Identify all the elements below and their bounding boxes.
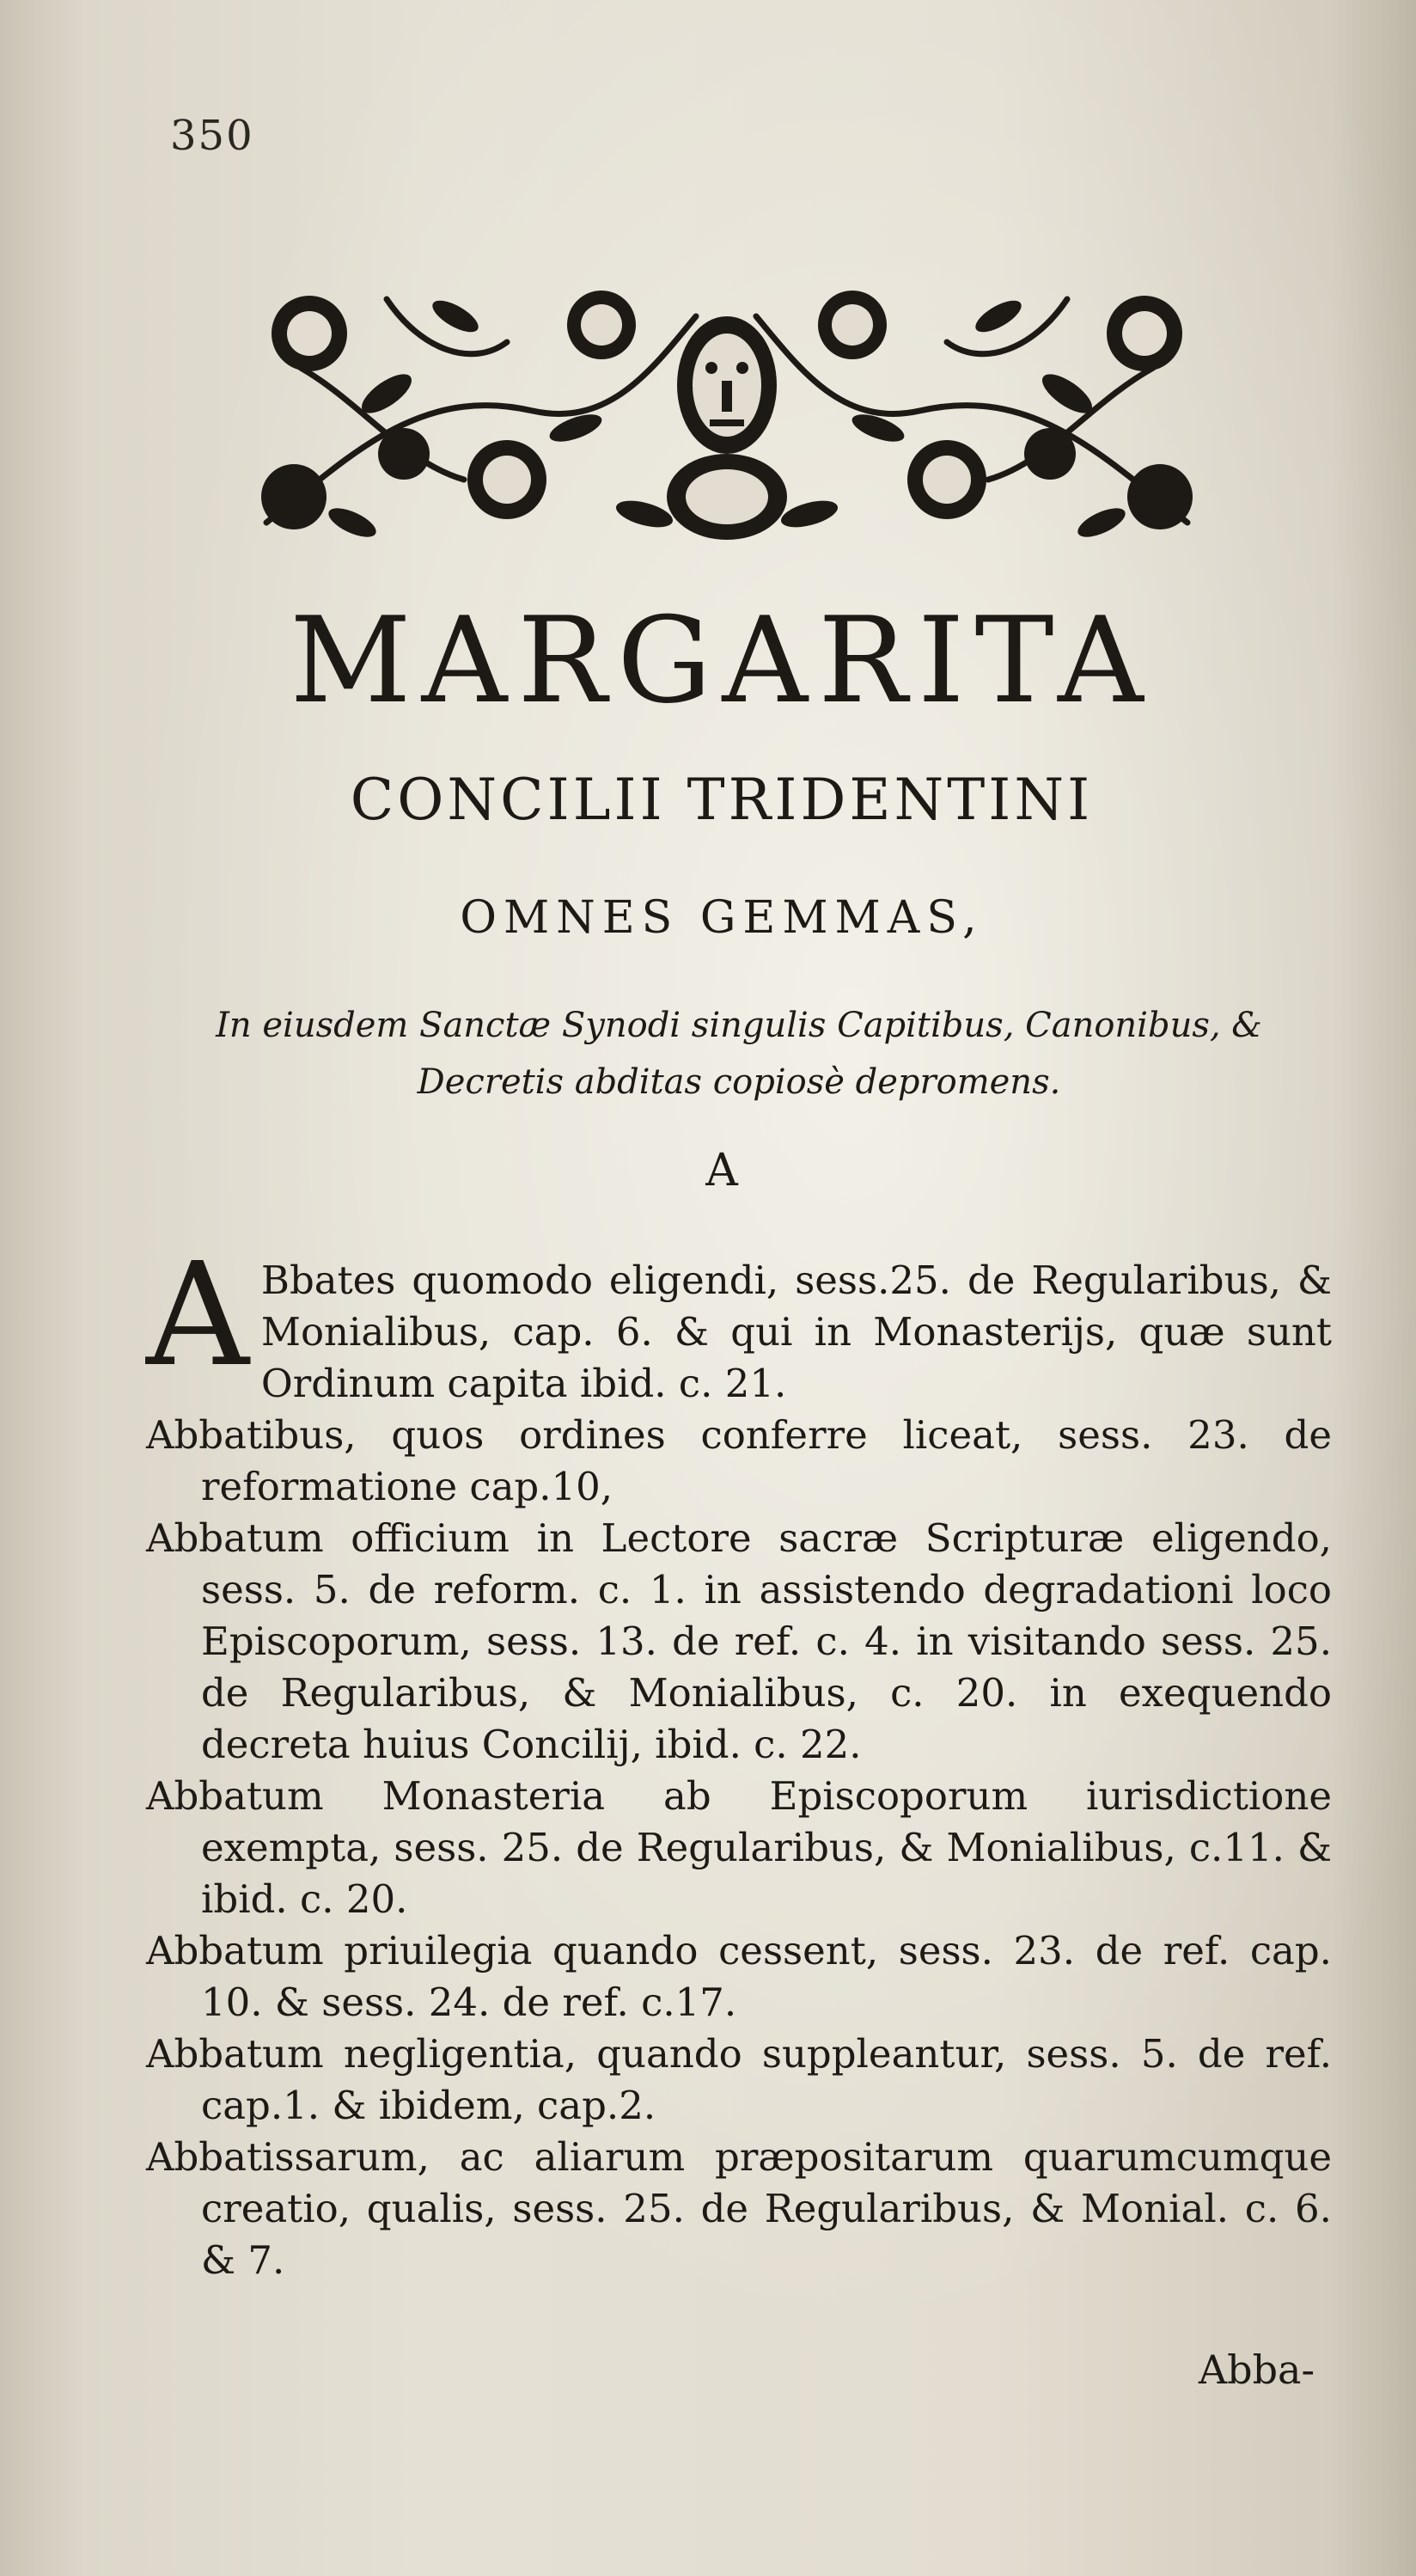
index-entry-text: Bbates quomodo eligendi, sess.25. de Regularibus, & Monialibus, cap. 6. & qui in Monasterijs, quæ sunt Ordinum capita ibid. c. 21. bbox=[260, 1257, 1332, 1406]
page-number: 350 bbox=[170, 112, 254, 160]
index-entry: Abbatissarum, ac aliarum præpositarum quarumcumque creatio, qualis, sess. 25. de Regularibus, & Monial. c. 6. & 7. bbox=[146, 2134, 1332, 2283]
page-title: MARGARITA bbox=[290, 591, 1154, 730]
index-entry: Abbatibus, quos ordines conferre liceat, sess. 23. de reformatione cap.10, bbox=[146, 1412, 1332, 1509]
drop-cap: A bbox=[146, 1233, 249, 1398]
title-description: In eiusdem Sanctæ Synodi singulis Capitibus, Canonibus, & Decretis abditas copiosè depromens. bbox=[216, 1006, 1262, 1102]
index-entries bbox=[146, 1233, 1332, 2286]
index-entry bbox=[146, 1233, 1332, 1410]
page-subtitle: CONCILII TRIDENTINI bbox=[350, 767, 1094, 833]
index-entry: Abbatum priuilegia quando cessent, sess. 23. de ref. cap. 10. & sess. 24. de ref. c.17. bbox=[146, 1928, 1332, 2025]
index-entry: Abbatum negligentia, quando suppleantur, sess. 5. de ref. cap.1. & ibidem, cap.2. bbox=[146, 2031, 1332, 2128]
page-subtitle-secondary: OMNES GEMMAS, bbox=[460, 892, 984, 944]
index-entry: Abbatum officium in Lectore sacræ Scripturæ eligendo, sess. 5. de reform. c. 1. in assistendo degradationi loco Episcoporum, sess. 13. de ref. c. 4. in visitando sess. 25. de Regularibus, & Monialibus, c. 20. in exequendo decreta huius Concilij, ibid. c. 22. bbox=[146, 1515, 1332, 1767]
section-letter-heading: A bbox=[705, 1145, 738, 1196]
index-entry: Abbatum Monasteria ab Episcoporum iurisdictione exempta, sess. 25. de Regularibus, & Monialibus, c.11. & ibid. c. 20. bbox=[146, 1773, 1332, 1922]
floral-headpiece-icon bbox=[249, 265, 1205, 555]
catchword: Abba- bbox=[1198, 2347, 1315, 2393]
